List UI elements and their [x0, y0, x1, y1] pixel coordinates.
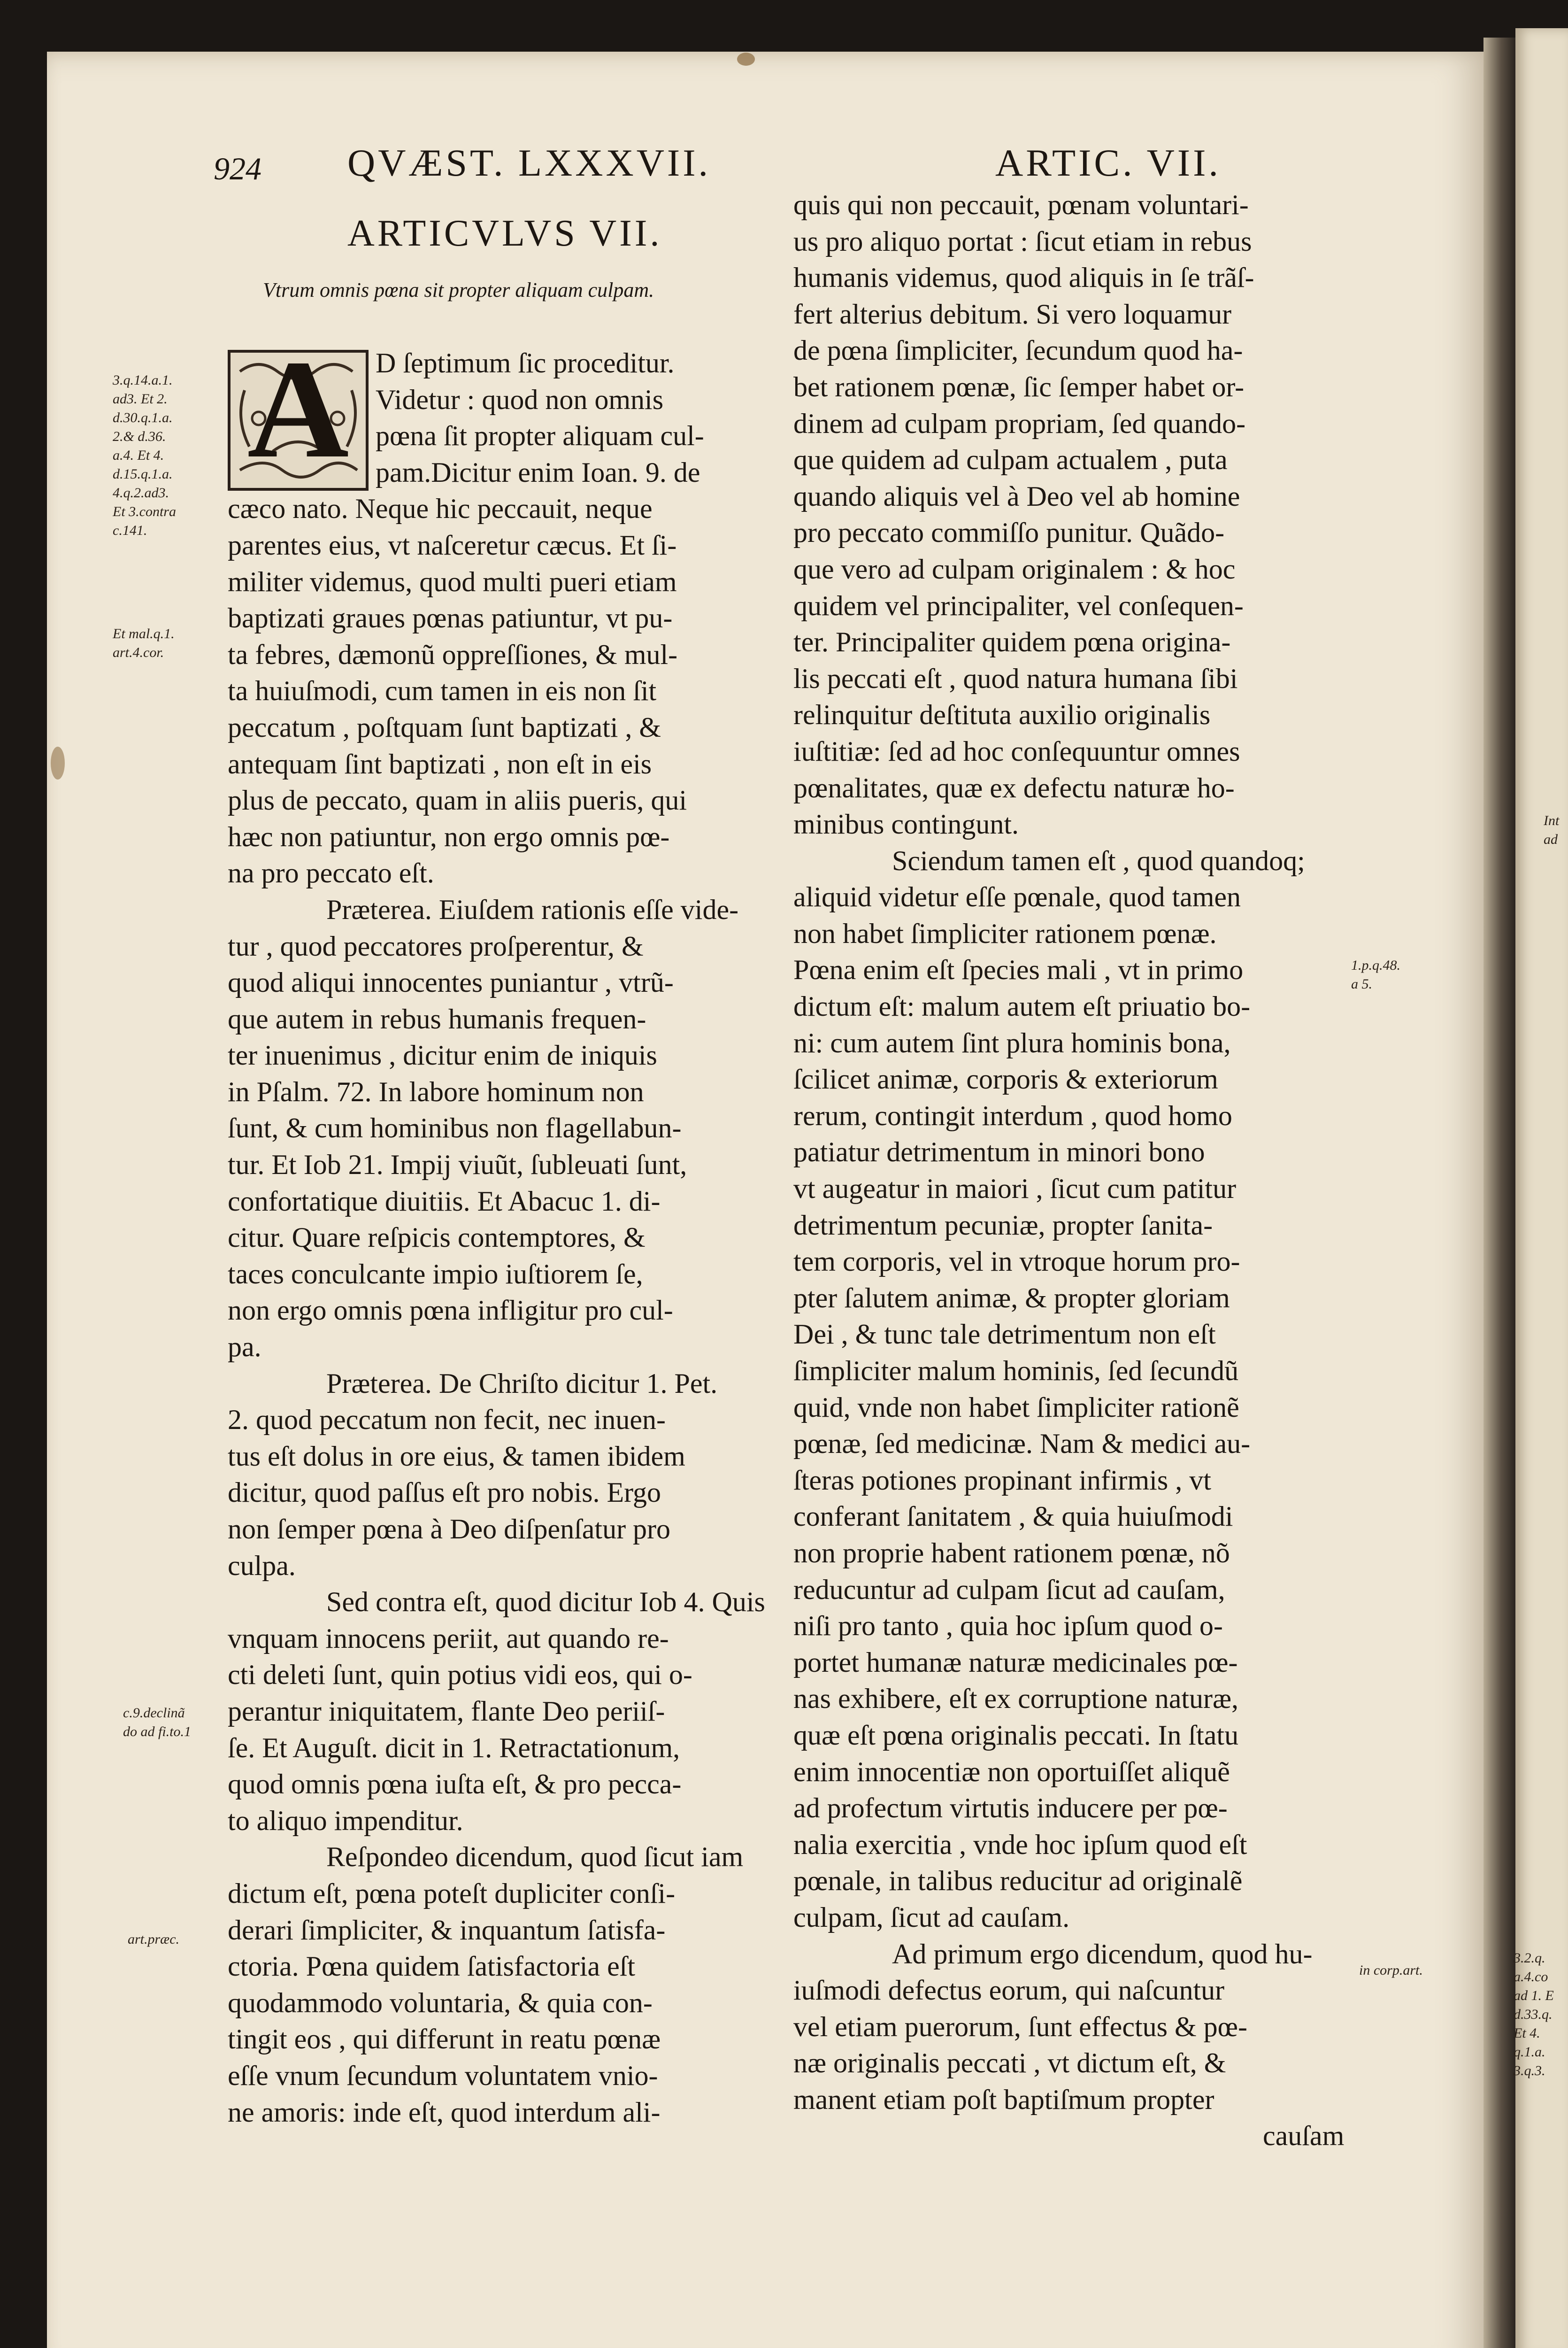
text-line: detrimentum pecuniæ, propter ſanita-	[793, 1209, 1213, 1241]
margin-note-line: c.9.declinã	[123, 1705, 185, 1721]
margin-note-line: a.4.co	[1514, 1969, 1548, 1985]
text-line: vel etiam puerorum, ſunt effectus & pœ-	[793, 2011, 1247, 2042]
text-line: tur. Et Iob 21. Impij viuũt, ſubleuati ſunt,	[228, 1149, 687, 1181]
margin-note-line: c.141.	[113, 523, 147, 538]
text-line: niſi pro tanto , quia hoc ipſum quod o-	[793, 1610, 1223, 1642]
text-line: confortatique diuitiis. Et Abacuc 1. di-	[228, 1185, 661, 1217]
facing-page-note-1	[1544, 811, 1559, 849]
text-line: militer videmus, quod multi pueri etiam	[228, 566, 677, 597]
text-line: culpam, ſicut ad cauſam.	[793, 1901, 1070, 1933]
text-line: non ergo omnis pœna infligitur pro cul-	[228, 1295, 673, 1326]
margin-note-line: art.præc.	[128, 1931, 180, 1947]
text-line: non proprie habent rationem pœnæ, nõ	[793, 1537, 1230, 1568]
text-line: baptizati graues pœnas patiuntur, vt pu-	[228, 602, 673, 634]
text-line: enim innocentiæ non oportuiſſet aliquẽ	[793, 1756, 1230, 1787]
text-line: pro peccato commiſſo punitur. Quãdo-	[793, 517, 1225, 548]
text-line: cæco nato. Neque hic peccauit, neque	[228, 493, 653, 525]
book-gutter	[1483, 38, 1515, 2348]
margin-note-right-2	[1359, 1961, 1423, 1980]
text-line: pter ſalutem animæ, & propter gloriam	[793, 1282, 1230, 1313]
text-line: fert alterius debitum. Si vero loquamur	[793, 298, 1232, 330]
text-line: ta febres, dæmonũ oppreſſiones, & mul-	[228, 639, 678, 670]
edge-stain	[51, 747, 65, 780]
article-title: ARTICVLVS VII.	[347, 213, 662, 254]
text-line: manent etiam poſt baptiſmum propter	[793, 2084, 1214, 2115]
text-line: non ſemper pœna à Deo diſpenſatur pro	[228, 1514, 671, 1545]
margin-note-line: in corp.art.	[1359, 1962, 1423, 1978]
text-line: ſunt, & cum hominibus non flagellabun-	[228, 1112, 682, 1144]
text-line: pœna ſit propter aliquam cul-	[376, 420, 704, 452]
text-line: quis qui non peccauit, pœnam voluntari-	[793, 189, 1249, 220]
catchword: cauſam	[1263, 2120, 1345, 2152]
text-line: que vero ad culpam originalem : & hoc	[793, 553, 1236, 585]
text-line: bet rationem pœnæ, ſic ſemper habet or-	[793, 371, 1245, 402]
text-line: iuſmodi defectus eorum, qui naſcuntur	[793, 1975, 1225, 2006]
text-line: humanis videmus, quod aliquis in ſe trãſ-	[793, 262, 1254, 294]
text-line: non habet ſimpliciter rationem pœnæ.	[793, 918, 1217, 949]
text-line: quod aliqui innocentes puniantur , vtrũ-	[228, 967, 674, 998]
margin-note-line: Et mal.q.1.	[113, 626, 175, 641]
margin-note-line: ad3. Et 2.	[113, 391, 168, 407]
text-line: patiatur detrimentum in minori bono	[793, 1136, 1205, 1168]
text-line: Dei , & tunc tale detrimentum non eſt	[793, 1319, 1216, 1350]
text-line: ni: cum autem ſint plura hominis bona,	[793, 1027, 1231, 1058]
text-line: D ſeptimum ſic proceditur.	[376, 348, 675, 378]
text-line: tem corporis, vel in vtroque horum pro-	[793, 1246, 1240, 1277]
text-line: in Pſalm. 72. In labore hominum non	[228, 1076, 644, 1107]
text-line: quidem vel principaliter, vel conſequen-	[793, 590, 1244, 621]
column-left-body	[228, 491, 777, 2131]
text-line: na pro peccato eſt.	[228, 857, 434, 889]
text-line: Ad primum ergo dicendum, quod hu-	[892, 1938, 1313, 1970]
text-line: ad profectum virtutis inducere per pœ-	[793, 1792, 1228, 1824]
text-line: culpa.	[228, 1550, 296, 1581]
text-line: pam.Dicitur enim Ioan. 9. de	[376, 456, 700, 488]
text-line: conferant ſanitatem , & quia huiuſmodi	[793, 1501, 1233, 1532]
text-line: taces conculcante impio iuſtiorem ſe,	[228, 1258, 643, 1290]
margin-note-line: a.4. Et 4.	[113, 448, 164, 463]
text-line: tur , quod peccatores proſperentur, &	[228, 930, 644, 962]
text-line: iuſtitiæ: ſed ad hoc conſequuntur omnes	[793, 735, 1240, 767]
text-line: aliquid videtur eſſe pœnale, quod tamen	[793, 881, 1241, 913]
text-line: eſſe vnum ſecundum voluntatem vnio-	[228, 2060, 658, 2091]
text-line: parentes eius, vt naſceretur cæcus. Et ſi-	[228, 529, 677, 561]
decorated-initial	[228, 350, 369, 491]
margin-note-line: d.33.q.	[1514, 2007, 1553, 2022]
margin-note-left-3	[123, 1704, 191, 1741]
text-line: quid, vnde non habet ſimpliciter rationẽ	[793, 1391, 1239, 1423]
text-line: vnquam innocens periit, aut quando re-	[228, 1622, 669, 1654]
text-line: dictum eſt, pœna poteſt dupliciter conſi-	[228, 1877, 676, 1909]
text-line: Præterea. De Chriſto dicitur 1. Pet.	[326, 1367, 718, 1399]
ink-blot	[737, 53, 755, 66]
text-line: Pœna enim eſt ſpecies mali , vt in primo	[793, 954, 1244, 986]
text-line: de pœna ſimpliciter, ſecundum quod ha-	[793, 335, 1243, 366]
margin-note-line: do ad fi.to.1	[123, 1724, 192, 1739]
text-line: cti deleti ſunt, quin potius vidi eos, qui o-	[228, 1659, 692, 1691]
text-line: derari ſimpliciter, & inquantum ſatisfa-	[228, 1914, 666, 1946]
margin-note-line: 3.q.14.a.1.	[113, 372, 173, 388]
initial-letter: A	[247, 350, 349, 487]
margin-note-right-1	[1351, 956, 1400, 994]
margin-note-line: ad 1. E	[1514, 1988, 1554, 2003]
text-line: Præterea. Eiuſdem rationis eſſe vide-	[326, 894, 739, 925]
text-line: tus eſt dolus in ore eius, & tamen ibidem	[228, 1440, 685, 1472]
text-line: ſimpliciter malum hominis, ſed ſecundũ	[793, 1355, 1239, 1386]
text-line: ſe. Et Auguſt. dicit in 1. Retractationum,	[228, 1732, 680, 1763]
text-line: portet humanæ naturæ medicinales pœ-	[793, 1646, 1238, 1678]
facing-page-note-2	[1514, 1949, 1554, 2080]
text-line: quodammodo voluntaria, & quia con-	[228, 1987, 653, 2018]
margin-note-line: Et 3.contra	[113, 504, 176, 519]
text-line: quando aliquis vel à Deo vel ab homine	[793, 480, 1240, 512]
text-line: nas exhibere, eſt ex corruptione naturæ,	[793, 1683, 1238, 1715]
margin-note-line: 3.q.3.	[1514, 2063, 1545, 2078]
margin-note-left-4	[128, 1930, 179, 1949]
text-line: quæ eſt pœna originalis peccati. In ſtatu	[793, 1719, 1239, 1751]
text-line: us pro aliquo portat : ſicut etiam in rebus	[793, 225, 1252, 257]
margin-note-line: 1.p.q.48.	[1351, 958, 1400, 973]
text-line: plus de peccato, quam in aliis pueris, qui	[228, 785, 687, 816]
text-line: ctoria. Pœna quidem ſatisfactoria eſt	[228, 1951, 636, 1982]
text-line: ne amoris: inde eſt, quod interdum ali-	[228, 2096, 661, 2128]
margin-note-line: 4.q.2.ad3.	[113, 485, 169, 501]
running-head-left: QVÆST. LXXXVII.	[347, 141, 711, 184]
text-line: rerum, contingit interdum , quod homo	[793, 1100, 1232, 1131]
text-line: tingit eos , qui differunt in reatu pœnæ	[228, 2024, 661, 2055]
text-line: ter. Principaliter quidem pœna origina-	[793, 626, 1231, 658]
column-right-body	[793, 187, 1347, 2118]
text-line: ta huiuſmodi, cum tamen in eis non ſit	[228, 675, 657, 707]
text-line: vt augeatur in maiori , ſicut cum patitur	[793, 1173, 1237, 1205]
text-line: ter inuenimus , dicitur enim de iniquis	[228, 1040, 657, 1071]
text-line: dinem ad culpam propriam, ſed quando-	[793, 408, 1246, 439]
margin-note-line: 3.2.q.	[1514, 1950, 1545, 1966]
text-line: que autem in rebus humanis frequen-	[228, 1003, 646, 1035]
margin-note-line: Et 4.	[1514, 2025, 1540, 2041]
text-line: to aliquo impenditur.	[228, 1805, 463, 1836]
page-number: 924	[214, 151, 261, 186]
text-line: Reſpondeo dicendum, quod ſicut iam	[326, 1841, 744, 1873]
margin-note-left-1	[113, 371, 176, 540]
text-line: perantur iniquitatem, flante Deo periiſ-	[228, 1695, 665, 1727]
text-line: ſcilicet animæ, corporis & exteriorum	[793, 1064, 1218, 1095]
text-line: dicitur, quod paſſus eſt pro nobis. Ergo	[228, 1477, 661, 1508]
margin-note-left-2	[113, 625, 175, 662]
margin-note-line: a 5.	[1351, 976, 1372, 992]
text-line: 2. quod peccatum non fecit, nec inuen-	[228, 1404, 666, 1436]
article-question: Vtrum omnis pœna sit propter aliquam culpam.	[263, 278, 654, 301]
text-line: reducuntur ad culpam ſicut ad cauſam,	[793, 1574, 1225, 1605]
column-left	[228, 345, 777, 2131]
margin-note-line: Int	[1544, 813, 1560, 828]
text-line: peccatum , poſtquam ſunt baptizati , &	[228, 711, 661, 743]
margin-note-line: q.1.a.	[1514, 2044, 1545, 2060]
text-line: Sciendum tamen eſt , quod quandoq;	[892, 845, 1305, 876]
column-right	[793, 187, 1347, 2155]
text-line: quod omnis pœna iuſta eſt, & pro pecca-	[228, 1769, 682, 1800]
text-line: antequam ſint baptizati , non eſt in eis	[228, 748, 652, 780]
text-line: pœnæ, ſed medicinæ. Nam & medici au-	[793, 1428, 1251, 1460]
text-line: que quidem ad culpam actualem , puta	[793, 444, 1228, 476]
text-line: pœnalitates, quæ ex defectu naturæ ho-	[793, 772, 1235, 803]
margin-note-line: art.4.cor.	[113, 645, 164, 660]
text-line: relinquitur deſtituta auxilio originalis	[793, 699, 1211, 731]
text-line: Sed contra eſt, quod dicitur Iob 4. Quis	[326, 1586, 765, 1618]
text-line: dictum eſt: malum autem eſt priuatio bo-	[793, 991, 1251, 1022]
text-line: ſteras potiones propinant infirmis , vt	[793, 1464, 1211, 1496]
text-line: pœnale, in talibus reducitur ad originalẽ	[793, 1865, 1243, 1897]
margin-note-line: ad	[1544, 832, 1558, 847]
text-line: nalia exercitia , vnde hoc ipſum quod eſt	[793, 1829, 1247, 1860]
margin-note-line: 2.& d.36.	[113, 429, 166, 444]
running-head-right: ARTIC. VII.	[995, 141, 1221, 184]
opening-block	[228, 345, 777, 491]
text-line: hæc non patiuntur, non ergo omnis pœ-	[228, 821, 670, 852]
text-line: minibus contingunt.	[793, 809, 1019, 840]
margin-note-line: d.30.q.1.a.	[113, 410, 173, 425]
text-line: Videtur : quod non omnis	[376, 384, 664, 415]
text-line: citur. Quare reſpicis contemptores, &	[228, 1222, 646, 1253]
text-line: næ originalis peccati , vt dictum eſt, &	[793, 2047, 1226, 2079]
margin-note-line: d.15.q.1.a.	[113, 466, 173, 482]
text-line: pa.	[228, 1331, 261, 1363]
text-line: lis peccati eſt , quod natura humana ſibi	[793, 663, 1238, 694]
